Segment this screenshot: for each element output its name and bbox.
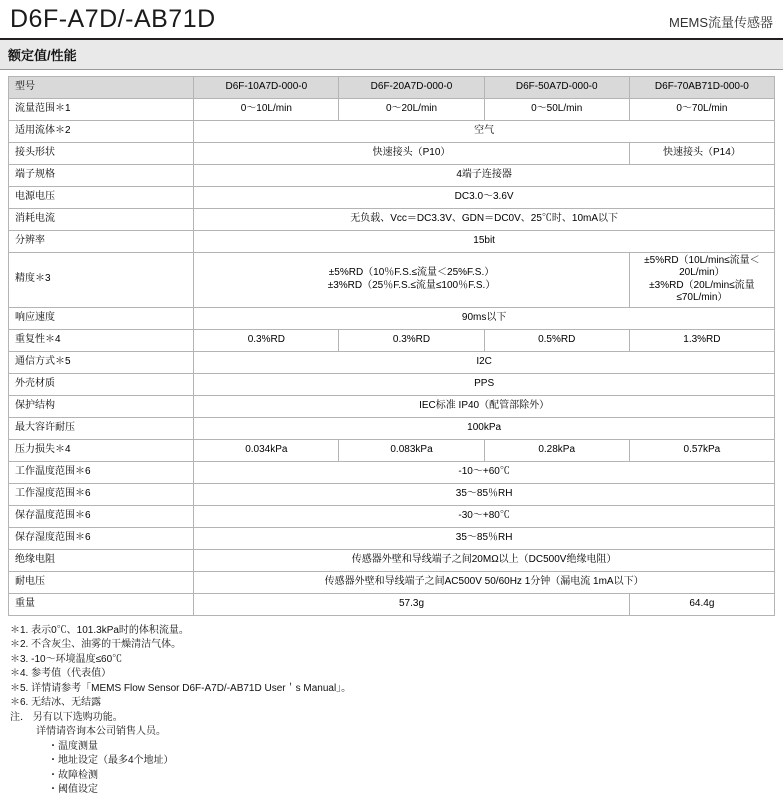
page-title: D6F-A7D/-AB71D (10, 5, 216, 33)
row-label: 重复性＊4 (9, 329, 194, 351)
table-row (9, 395, 775, 417)
table-cell: 0.5%RD (484, 329, 629, 351)
table-cell: DC3.0～3.6V (194, 186, 775, 208)
table-cell: 4端子连接器 (194, 164, 775, 186)
table-cell: 0.3%RD (194, 329, 339, 351)
table-header-row (9, 76, 775, 98)
row-label: 保存湿度范围＊6 (9, 527, 194, 549)
table-cell: 传感器外壁和导线端子之间20MΩ以上（DC500V绝缘电阻） (194, 549, 775, 571)
row-label: 流量范围＊1 (9, 98, 194, 120)
footnote-line: ＊1. 表示0℃、101.3kPa时的体积流量。 (10, 624, 189, 636)
footnote-line: ＊6. 无结冰、无结露 (10, 697, 102, 708)
table-cell: 35～85％RH (194, 527, 775, 549)
row-label: 端子规格 (9, 164, 194, 186)
table-row (9, 527, 775, 549)
table-cell: 100kPa (194, 417, 775, 439)
column-header-label: 型号 (9, 76, 194, 98)
spec-table-wrapper (0, 70, 783, 616)
table-row (9, 252, 775, 307)
table-cell: 快速接头（P10） (194, 142, 630, 164)
footnote-line: ＊5. 详情请参考「MEMS Flow Sensor D6F-A7D/-AB71D User＇s Manual」。 (10, 682, 352, 694)
table-cell: 0.3%RD (339, 329, 484, 351)
column-header-model: D6F-10A7D-000-0 (194, 76, 339, 98)
table-row (9, 373, 775, 395)
table-row (9, 307, 775, 329)
row-label: 外壳材质 (9, 373, 194, 395)
row-label: 精度＊3 (9, 252, 194, 307)
document-header (0, 0, 783, 40)
footnote-line: 详情请咨询本公司销售人员。 (36, 726, 166, 737)
table-row (9, 142, 775, 164)
row-label: 通信方式＊5 (9, 351, 194, 373)
table-cell: ±5%RD（10％F.S.≤流量＜25%F.S.） ±3%RD（25％F.S.≤流量≤100％F.S.） (194, 252, 630, 307)
table-cell: 0～10L/min (194, 98, 339, 120)
table-row (9, 593, 775, 615)
row-label: 消耗电流 (9, 208, 194, 230)
row-label: 响应速度 (9, 307, 194, 329)
footnote-line: ＊3. -10～环境温度≤60℃ (10, 653, 123, 665)
table-cell: 1.3%RD (629, 329, 774, 351)
table-cell: 快速接头（P14） (629, 142, 774, 164)
row-label: 电源电压 (9, 186, 194, 208)
footnote-line: ・故障检测 (48, 769, 98, 781)
table-row (9, 351, 775, 373)
table-row (9, 98, 775, 120)
footnote-line: ・地址设定（最多4个地址） (48, 755, 174, 766)
column-header-model: D6F-20A7D-000-0 (339, 76, 484, 98)
footnote-line: ・温度测量 (48, 740, 98, 752)
specifications-table (8, 76, 775, 616)
footnote-line: 注． 另有以下选购功能。 (10, 711, 123, 723)
table-cell: 0.57kPa (629, 439, 774, 461)
table-row (9, 571, 775, 593)
table-cell: 0～20L/min (339, 98, 484, 120)
page-subtitle: MEMS流量传感器 (668, 14, 773, 30)
row-label: 工作湿度范围＊6 (9, 483, 194, 505)
row-label: 分辨率 (9, 230, 194, 252)
table-cell: 64.4g (629, 593, 774, 615)
table-cell: 57.3g (194, 593, 630, 615)
row-label: 重量 (9, 593, 194, 615)
table-cell: 无负载、Vcc＝DC3.3V、GDN＝DC0V、25℃时、10mA以下 (194, 208, 775, 230)
table-cell: 传感器外壁和导线端子之间AC500V 50/60Hz 1分钟（漏电流 1mA以下） (194, 571, 775, 593)
row-label: 工作温度范围＊6 (9, 461, 194, 483)
footnote-line: ＊2. 不含灰尘、油雾的干燥清洁气体。 (10, 639, 182, 650)
row-label: 耐电压 (9, 571, 194, 593)
table-cell: 90ms以下 (194, 307, 775, 329)
table-row (9, 164, 775, 186)
column-header-model: D6F-70AB71D-000-0 (629, 76, 774, 98)
table-row (9, 208, 775, 230)
table-cell: -30～+80℃ (194, 505, 775, 527)
row-label: 绝缘电阻 (9, 549, 194, 571)
table-row (9, 439, 775, 461)
row-label: 适用流体＊2 (9, 120, 194, 142)
table-row (9, 417, 775, 439)
row-label: 保护结构 (9, 395, 194, 417)
table-row (9, 549, 775, 571)
table-row (9, 505, 775, 527)
section-heading: 额定值/性能 (0, 40, 783, 70)
table-cell: 0～50L/min (484, 98, 629, 120)
table-cell: 35～85％RH (194, 483, 775, 505)
footnotes (0, 616, 783, 798)
table-cell: 0～70L/min (629, 98, 774, 120)
footnote-line: ＊4. 参考值（代表值） (10, 668, 112, 679)
row-label: 保存温度范围＊6 (9, 505, 194, 527)
footnote-line: ・阈值设定 (48, 784, 98, 795)
table-row (9, 461, 775, 483)
table-cell: ±5%RD（10L/min≤流量＜20L/min） ±3%RD（20L/min≤流量≤70L/min） (629, 252, 774, 307)
table-row (9, 120, 775, 142)
table-cell: IEC标准 IP40（配管部除外） (194, 395, 775, 417)
table-cell: 15bit (194, 230, 775, 252)
table-cell: PPS (194, 373, 775, 395)
table-cell: 0.28kPa (484, 439, 629, 461)
column-header-model: D6F-50A7D-000-0 (484, 76, 629, 98)
table-row (9, 230, 775, 252)
table-cell: 0.083kPa (339, 439, 484, 461)
table-row (9, 483, 775, 505)
table-row (9, 186, 775, 208)
table-cell: I2C (194, 351, 775, 373)
row-label: 接头形状 (9, 142, 194, 164)
row-label: 最大容许耐压 (9, 417, 194, 439)
table-cell: -10～+60℃ (194, 461, 775, 483)
table-cell: 0.034kPa (194, 439, 339, 461)
table-row (9, 329, 775, 351)
table-cell: 空气 (194, 120, 775, 142)
row-label: 压力损失＊4 (9, 439, 194, 461)
